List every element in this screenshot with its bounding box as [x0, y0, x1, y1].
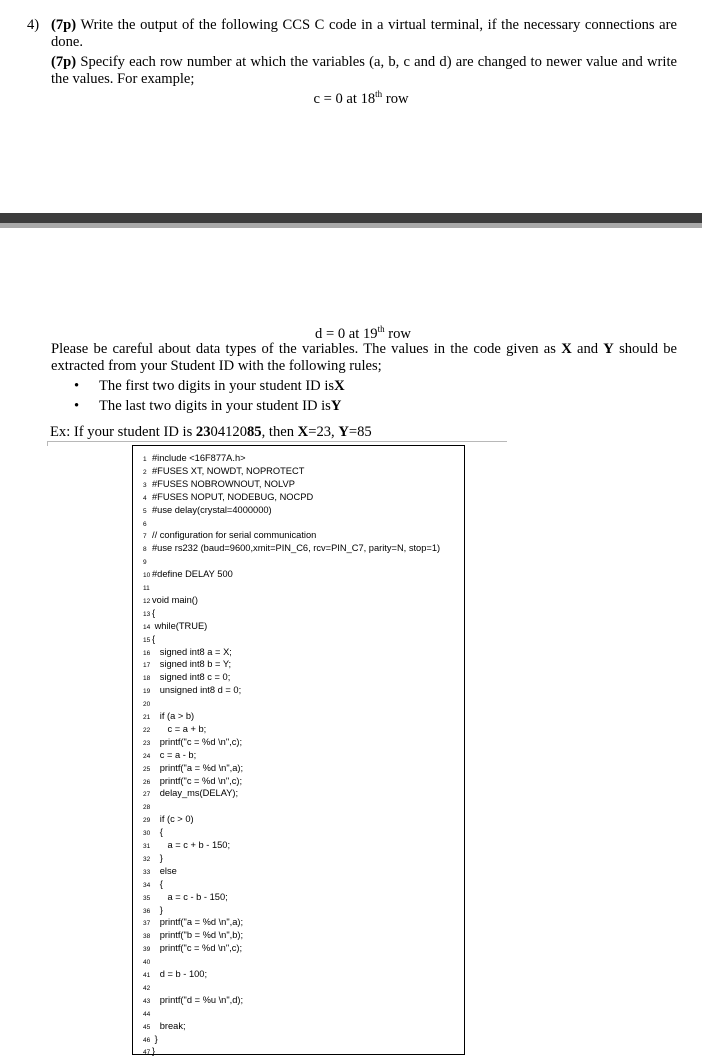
code-line — [143, 607, 155, 619]
code-text: printf("a = %d \n",a); — [152, 762, 244, 773]
code-line — [143, 981, 152, 993]
code-line — [143, 865, 177, 877]
code-line — [143, 568, 233, 580]
code-line — [143, 581, 152, 593]
part-2-points: (7p) — [51, 54, 77, 70]
line-number: 24 — [143, 752, 151, 760]
rules-paragraph: Please be careful about data types of the variables. The values in the code given as X and Y should be extracted from your Student ID with the following rules; — [51, 341, 677, 374]
code-line — [143, 929, 243, 941]
code-line — [143, 878, 163, 890]
line-number: 35 — [143, 894, 151, 902]
code-text: signed int8 b = Y; — [152, 659, 232, 670]
code-text: #FUSES NOPUT, NODEBUG, NOCPD — [152, 491, 314, 502]
code-text: printf("d = %u \n",d); — [152, 994, 244, 1005]
line-number: 3 — [143, 481, 147, 489]
code-text: { — [152, 633, 156, 644]
code-line — [143, 891, 228, 903]
line-number: 18 — [143, 675, 151, 683]
line-number: 47 — [143, 1049, 151, 1057]
code-line — [143, 620, 207, 632]
code-text: d = b - 100; — [152, 969, 208, 979]
code-text: while(TRUE) — [152, 620, 208, 631]
code-line — [143, 852, 163, 864]
code-text: void main() — [152, 594, 198, 605]
question-part-2 — [51, 54, 677, 88]
line-number: 46 — [143, 1036, 151, 1044]
line-number: 40 — [143, 959, 151, 967]
code-text: printf("c = %d \n",c); — [152, 736, 243, 747]
code-line — [143, 633, 155, 645]
code-text: #use delay(crystal=4000000) — [152, 504, 272, 515]
line-number: 41 — [143, 972, 151, 979]
example-d-row: d = 0 at 19th row — [315, 324, 411, 342]
line-number: 15 — [143, 636, 151, 644]
code-text: } — [152, 852, 163, 863]
code-text: signed int8 c = 0; — [152, 672, 231, 683]
line-number: 45 — [143, 1023, 151, 1031]
code-line — [143, 465, 304, 477]
line-number: 16 — [143, 649, 151, 657]
code-text: printf("c = %d \n",c); — [152, 943, 243, 954]
code-text: } — [152, 904, 163, 915]
code-line — [143, 942, 242, 954]
code-line — [143, 994, 243, 1006]
line-number: 33 — [143, 868, 151, 876]
code-line — [143, 504, 272, 516]
bullet-icon: • — [74, 398, 80, 414]
code-line — [143, 555, 152, 567]
code-line — [143, 723, 206, 735]
line-number: 44 — [143, 1010, 151, 1018]
part-1-points: (7p) — [51, 17, 77, 33]
code-line — [143, 955, 152, 967]
line-number: 12 — [143, 597, 151, 605]
line-number: 9 — [143, 559, 147, 567]
code-text: } — [152, 1046, 156, 1057]
code-line — [143, 671, 230, 683]
code-text: { — [152, 607, 156, 618]
code-line — [143, 646, 232, 658]
code-text: #include <16F877A.h> — [152, 453, 246, 463]
student-id-example: Ex: If your student ID is 230412085, then X=23, Y=85 — [50, 424, 372, 440]
rules-list — [74, 376, 345, 416]
code-text: #define DELAY 500 — [152, 569, 233, 580]
list-item: • The first two digits in your student ID is X — [74, 378, 345, 394]
part-1-text: Write the output of the following CCS C code in a virtual terminal, if the necessary connections are done. — [51, 17, 677, 50]
code-text: } — [152, 1033, 158, 1044]
code-line — [143, 684, 241, 696]
code-line — [143, 916, 243, 928]
code-text: { — [152, 878, 163, 889]
code-line — [143, 968, 207, 980]
code-line — [143, 517, 152, 529]
line-number: 30 — [143, 830, 151, 838]
line-number: 27 — [143, 791, 151, 799]
bullet-icon: • — [74, 378, 80, 394]
code-text: c = a - b; — [152, 749, 197, 760]
line-number: 14 — [143, 623, 151, 631]
line-number: 39 — [143, 946, 151, 954]
code-text: #FUSES NOBROWNOUT, NOLVP — [152, 478, 295, 489]
code-line — [143, 736, 242, 748]
line-number: 38 — [143, 933, 151, 941]
code-text: { — [152, 827, 163, 838]
code-text: a = c + b - 150; — [152, 840, 231, 850]
line-number: 23 — [143, 739, 151, 747]
page-divider-band — [0, 213, 702, 223]
line-number: 2 — [143, 468, 147, 476]
question-part-1 — [51, 17, 677, 51]
code-text: break; — [152, 1020, 186, 1031]
code-line — [143, 594, 198, 606]
code-text: delay_ms(DELAY); — [152, 788, 239, 799]
list-item: • The last two digits in your student ID is Y — [74, 398, 342, 414]
line-number: 11 — [143, 585, 150, 592]
line-number: 7 — [143, 533, 147, 541]
page-divider-shadow — [0, 223, 702, 228]
code-text: c = a + b; — [152, 723, 207, 734]
code-line — [143, 542, 440, 554]
line-number: 5 — [143, 507, 147, 515]
code-line — [143, 710, 194, 722]
code-line — [143, 762, 243, 774]
line-number: 31 — [143, 843, 151, 850]
code-line — [143, 697, 152, 709]
line-number: 29 — [143, 817, 151, 825]
line-number: 22 — [143, 726, 151, 734]
code-text: if (a > b) — [152, 711, 195, 721]
line-number: 25 — [143, 765, 151, 773]
code-line — [143, 478, 295, 490]
line-number: 32 — [143, 855, 151, 863]
code-text: signed int8 a = X; — [152, 646, 232, 657]
line-number: 4 — [143, 494, 147, 502]
code-text: // configuration for serial communication — [152, 530, 317, 541]
code-line — [143, 1033, 158, 1045]
line-number: 34 — [143, 881, 151, 889]
code-text: if (c > 0) — [152, 814, 194, 825]
code-line — [143, 826, 163, 838]
line-number: 37 — [143, 920, 151, 928]
code-line — [143, 529, 316, 541]
code-listing — [132, 445, 465, 1055]
part-2-text: Specify each row number at which the variables (a, b, c and d) are changed to newer value and write the values. For example; — [51, 54, 677, 87]
code-text: printf("a = %d \n",a); — [152, 917, 244, 928]
code-text: printf("c = %d \n",c); — [152, 775, 243, 786]
line-number: 20 — [143, 701, 151, 709]
question-number: 4) — [27, 17, 40, 33]
line-number: 6 — [143, 520, 147, 528]
example-c-row: c = 0 at 18th row — [313, 89, 409, 107]
code-line — [143, 1007, 152, 1019]
code-text: #use rs232 (baud=9600,xmit=PIN_C6, rcv=PIN_C7, parity=N, stop=1) — [152, 543, 441, 554]
code-line — [143, 749, 196, 761]
example-underline-tick — [47, 441, 48, 446]
line-number: 28 — [143, 804, 151, 812]
code-line — [143, 775, 242, 787]
line-number: 10 — [143, 572, 151, 580]
line-number: 17 — [143, 662, 151, 670]
code-text: unsigned int8 d = 0; — [152, 685, 242, 696]
code-line — [143, 1020, 186, 1032]
line-number: 19 — [143, 688, 151, 696]
code-text: a = c - b - 150; — [152, 891, 228, 902]
line-number: 1 — [143, 456, 147, 463]
code-text: #FUSES XT, NOWDT, NOPROTECT — [152, 465, 305, 476]
line-number: 13 — [143, 610, 151, 618]
line-number: 43 — [143, 997, 151, 1005]
code-line — [143, 787, 238, 799]
code-text: printf("b = %d \n",b); — [152, 930, 244, 941]
line-number: 21 — [143, 714, 151, 721]
code-line — [143, 904, 163, 916]
line-number: 8 — [143, 546, 147, 554]
code-text: else — [152, 865, 177, 876]
code-line — [143, 658, 231, 670]
code-line — [143, 452, 246, 464]
code-line — [143, 491, 313, 503]
code-line — [143, 839, 230, 851]
line-number: 42 — [143, 984, 151, 992]
line-number: 26 — [143, 778, 151, 786]
line-number: 36 — [143, 907, 151, 915]
code-line — [143, 800, 152, 812]
example-underline — [47, 441, 507, 442]
code-line — [143, 813, 194, 825]
